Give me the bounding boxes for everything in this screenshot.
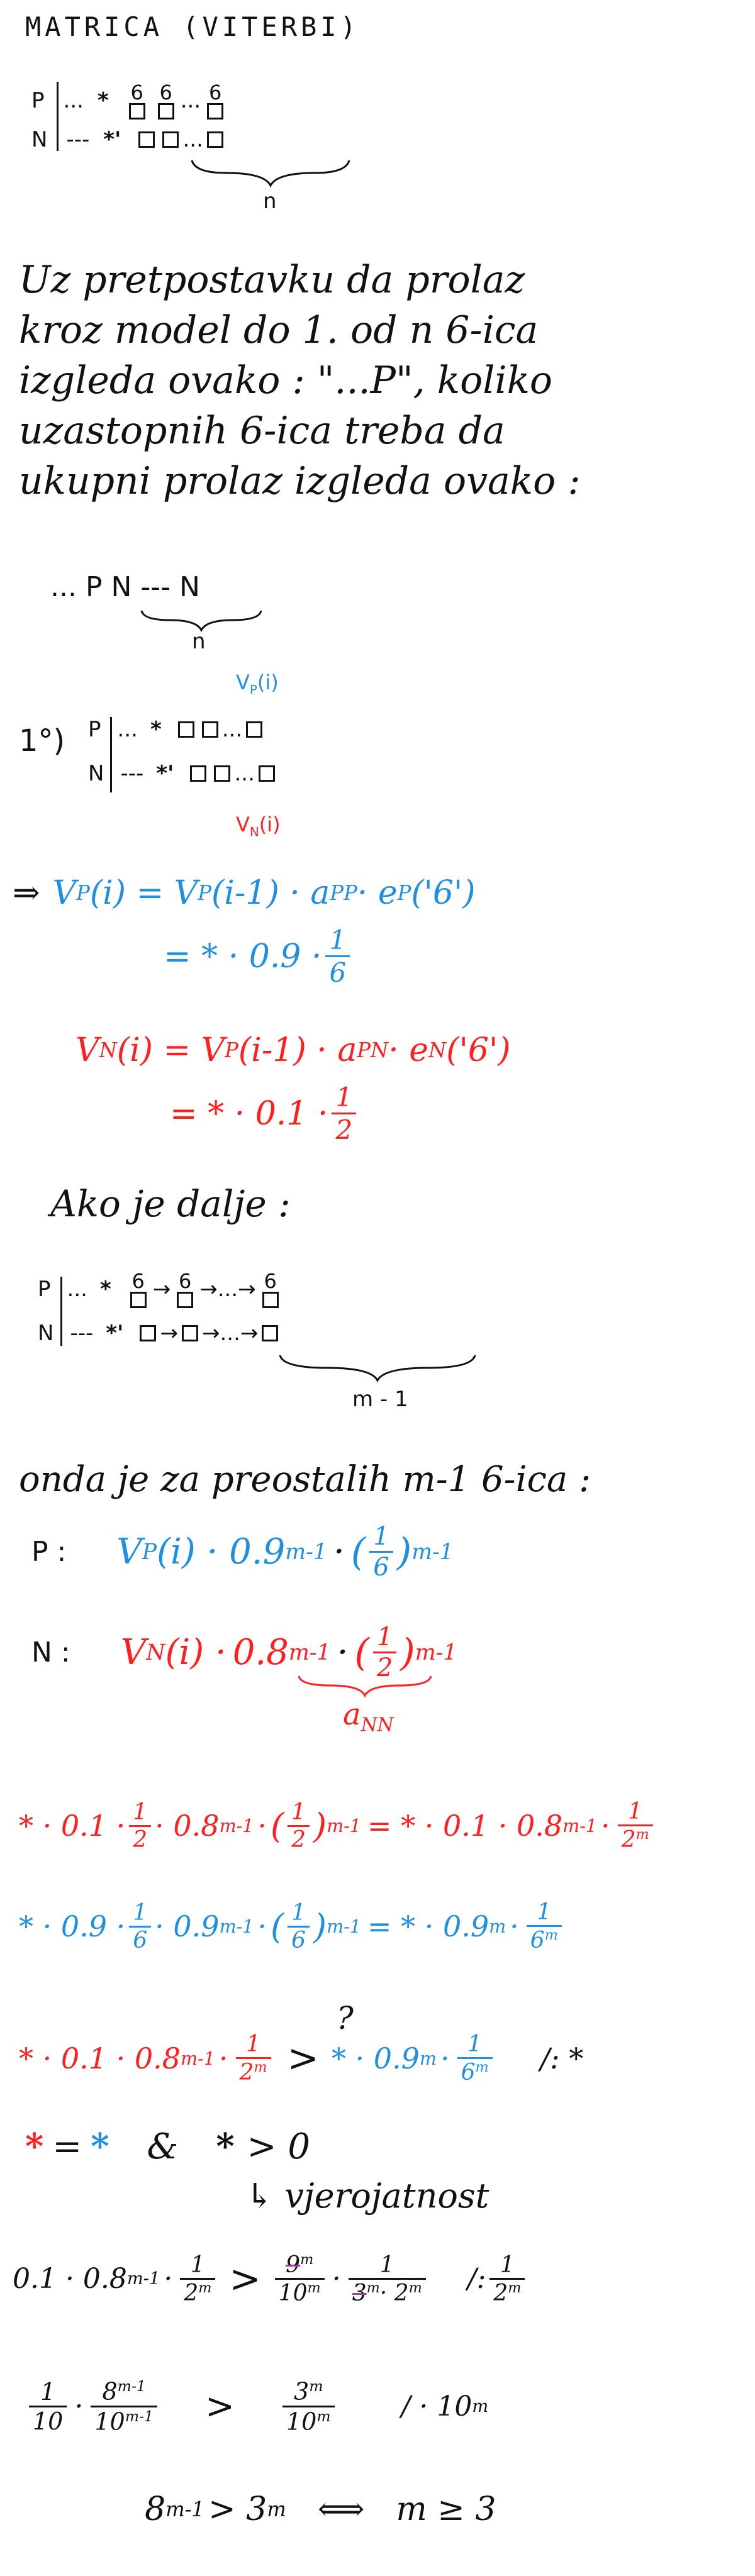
box xyxy=(190,765,206,782)
box xyxy=(202,721,218,738)
box xyxy=(207,103,223,119)
box xyxy=(262,1292,279,1308)
ako-je-dalje: Ako je dalje : xyxy=(50,1182,291,1225)
pattern: ... P N --- N n xyxy=(0,566,755,654)
box xyxy=(138,131,155,148)
box xyxy=(177,1292,193,1308)
diagram-2: P ... * 6 → 6 → ... → 6 N --- *' → → ... → m - 1 xyxy=(0,1252,755,1440)
question-line-5: ukupni prolaz izgleda ovako : xyxy=(19,459,581,503)
step-1-diagram: $V_P(i)$ 1°) P ... * ... N --- *' ... $V_N(i)$ xyxy=(19,670,281,840)
box xyxy=(140,1325,156,1341)
box xyxy=(214,765,230,782)
question-line-1: Uz pretpostavku da prolaz xyxy=(19,258,525,302)
question xyxy=(19,255,755,506)
box xyxy=(246,721,262,738)
title: MATRICA (VITERBI) xyxy=(25,11,360,42)
brace xyxy=(189,157,352,189)
row-n-label: N xyxy=(31,127,48,152)
box xyxy=(158,103,174,119)
vp-label: $V_P(i)$ xyxy=(236,670,279,697)
box xyxy=(182,1325,198,1341)
box xyxy=(130,1292,147,1308)
brace xyxy=(296,1673,434,1698)
onda-text: onda je za preostalih m-1 6-ica : xyxy=(19,1459,591,1500)
diagram-1: P ... * 6 6 ... 6 N --- *' ... n xyxy=(0,57,755,220)
box xyxy=(259,765,275,782)
brace xyxy=(277,1352,478,1384)
box xyxy=(262,1325,278,1341)
m-1-label: m - 1 xyxy=(352,1387,408,1412)
step-label: 1°) xyxy=(19,723,65,758)
question-line-3: izgleda ovako : "...P", koliko xyxy=(19,358,553,402)
question-line-2: kroz model do 1. od n 6-ica xyxy=(19,308,539,352)
ann-label: $a_{NN}$ xyxy=(343,1697,394,1736)
question-line-4: uzastopnih 6-ica treba da xyxy=(19,409,505,453)
box xyxy=(178,721,194,738)
vn-label: $V_N(i)$ xyxy=(236,813,281,840)
n-label: n xyxy=(263,189,277,214)
row-p-label: P xyxy=(31,88,45,113)
box xyxy=(129,103,145,119)
box xyxy=(162,131,179,148)
box xyxy=(207,131,223,148)
